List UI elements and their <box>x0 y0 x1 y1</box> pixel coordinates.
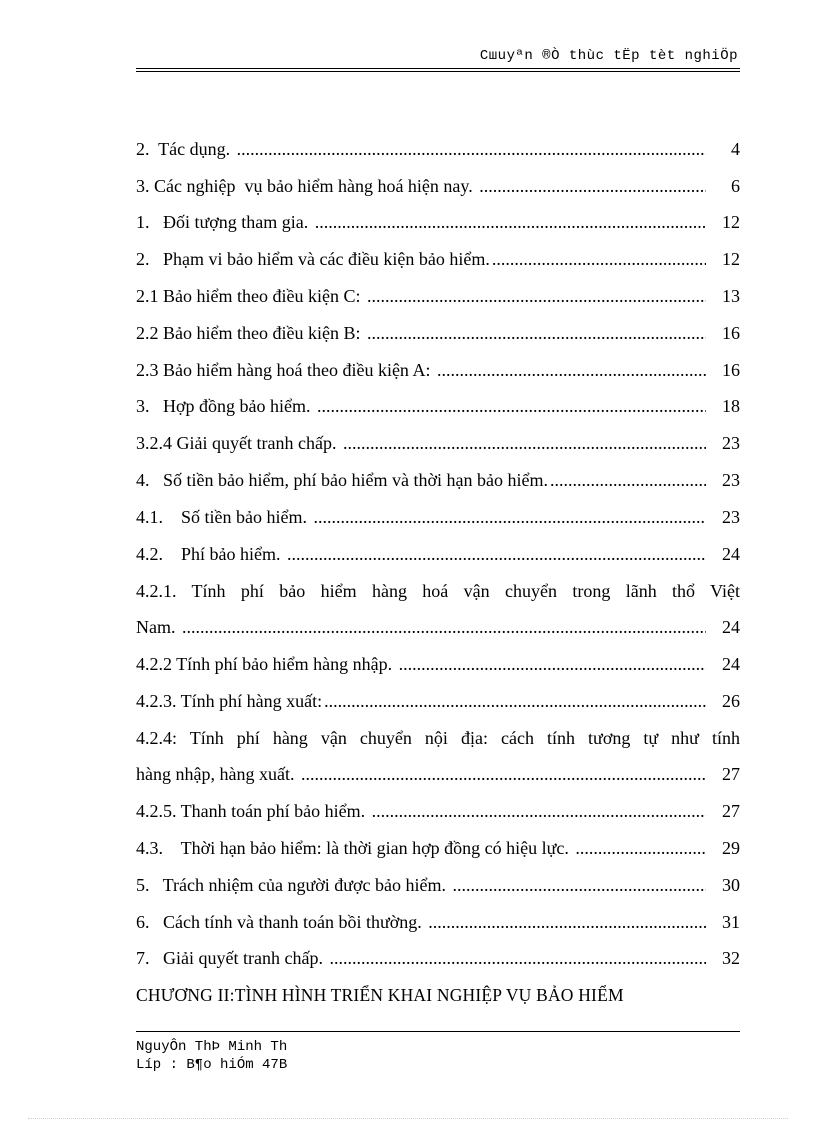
toc-leader <box>315 212 706 233</box>
toc-entry <box>136 389 740 426</box>
toc-entry <box>136 499 740 536</box>
toc-leader <box>287 544 706 565</box>
toc-entry-text: 2.2 Bảo hiểm theo điều kiện B: <box>136 322 365 343</box>
toc-entry-text: 4.2.3. Tính phí hàng xuất: <box>136 690 323 711</box>
chapter-heading: CHƯƠNG II:TÌNH HÌNH TRIỂN KHAI NGHIỆP VỤ BẢO HIỂM <box>136 985 624 1006</box>
toc-page-number: 27 <box>722 801 740 822</box>
toc-entry <box>136 425 740 462</box>
page-header <box>136 46 740 74</box>
toc-entry <box>136 241 740 278</box>
footer-author: NguyÔn ThÞ Minh Th <box>136 1039 288 1055</box>
toc-leader <box>237 139 706 160</box>
toc-entry-text: 2.1 Bảo hiểm theo điều kiện C: <box>136 286 365 307</box>
toc-entry-text: 2. Phạm vi bảo hiểm và các điều kiện bảo hiểm. <box>136 249 490 270</box>
toc-entry-text: 2. Tác dụng. <box>136 138 235 159</box>
toc-page-number: 4 <box>731 138 740 159</box>
toc-entry <box>136 609 740 646</box>
toc-leader <box>453 875 707 896</box>
header-rule-bottom <box>136 71 740 72</box>
toc-leader <box>428 912 706 933</box>
footer-rule <box>136 1031 740 1032</box>
toc-entry-text: 4.2.5. Thanh toán phí bảo hiểm. <box>136 801 370 822</box>
toc-entry-text: 5. Trách nhiệm của người được bảo hiểm. <box>136 874 451 895</box>
toc-page-number: 32 <box>722 948 740 969</box>
toc-leader <box>575 838 706 859</box>
toc-leader <box>301 764 706 785</box>
page-bottom-border <box>28 1118 788 1119</box>
toc-page-number: 27 <box>722 764 740 785</box>
toc-leader <box>343 433 706 454</box>
toc-entry <box>136 536 740 573</box>
toc-entry-text: 3. Hợp đồng bảo hiểm. <box>136 396 315 417</box>
toc-entry-text: 4. Số tiền bảo hiểm, phí bảo hiểm và thời hạn bảo hiểm. <box>136 470 548 491</box>
toc-entry-text: 2.3 Bảo hiểm hàng hoá theo điều kiện A: <box>136 359 435 380</box>
page-footer <box>136 1031 740 1074</box>
toc-page-number: 26 <box>722 690 740 711</box>
toc-leader <box>313 507 706 528</box>
toc-entry <box>136 793 740 830</box>
toc-entry <box>136 941 740 978</box>
toc-leader <box>372 801 706 822</box>
toc-page-number: 12 <box>722 249 740 270</box>
header-title: Cшuyªn ®Ò thùc tËp tèt nghiÖp <box>479 48 738 64</box>
toc-page-number: 23 <box>722 433 740 454</box>
toc-page-number: 16 <box>722 322 740 343</box>
toc-entry-text: 6. Cách tính và thanh toán bồi thường. <box>136 911 427 932</box>
toc-entry-wrapped-line: 4.2.4: Tính phí hàng vận chuyển nội địa: cách tính tương tự như tính <box>136 727 740 748</box>
toc-leader <box>550 470 706 491</box>
toc-entry-text: 4.3. Thời hạn bảo hiểm: là thời gian hợp đồng có hiệu lực. <box>136 838 574 859</box>
header-rule-top <box>136 68 740 69</box>
table-of-contents <box>136 131 740 1014</box>
toc-entry <box>136 830 740 867</box>
toc-entry-text: 3. Các nghiệp vụ bảo hiểm hàng hoá hiện nay. <box>136 175 478 196</box>
toc-entry <box>136 462 740 499</box>
toc-entry <box>136 168 740 205</box>
toc-page-number: 23 <box>722 470 740 491</box>
toc-entry-text: 1. Đối tượng tham gia. <box>136 212 313 233</box>
toc-page-number: 29 <box>722 838 740 859</box>
toc-page-number: 24 <box>722 617 740 638</box>
toc-leader <box>182 617 706 638</box>
toc-entry-text: Nam. <box>136 617 180 638</box>
toc-entry-text: hàng nhập, hàng xuất. <box>136 764 299 785</box>
toc-entry <box>136 683 740 720</box>
toc-entry <box>136 867 740 904</box>
toc-leader <box>399 654 706 675</box>
toc-entry-text: 4.2. Phí bảo hiểm. <box>136 543 285 564</box>
toc-entry <box>136 646 740 683</box>
toc-leader <box>437 360 706 381</box>
toc-leader <box>317 396 706 417</box>
toc-entry <box>136 205 740 242</box>
toc-leader <box>324 691 706 712</box>
toc-page-number: 23 <box>722 506 740 527</box>
toc-page-number: 30 <box>722 874 740 895</box>
toc-entry <box>136 352 740 389</box>
toc-page-number: 18 <box>722 396 740 417</box>
toc-page-number: 6 <box>731 175 740 196</box>
toc-page-number: 31 <box>722 911 740 932</box>
toc-leader <box>367 286 706 307</box>
toc-page-number: 24 <box>722 654 740 675</box>
toc-entry <box>136 278 740 315</box>
toc-entry-wrapped-line: 4.2.1. Tính phí bảo hiểm hàng hoá vận chuyển trong lãnh thổ Việt <box>136 580 740 601</box>
toc-entry-text: 4.2.2 Tính phí bảo hiểm hàng nhập. <box>136 654 397 675</box>
toc-entry <box>136 904 740 941</box>
toc-entry <box>136 757 740 794</box>
toc-page-number: 13 <box>722 286 740 307</box>
toc-entry <box>136 131 740 168</box>
toc-entry-text: 3.2.4 Giải quyết tranh chấp. <box>136 433 341 454</box>
footer-class: Líp : B¶o hiÓm 47B <box>136 1057 288 1073</box>
toc-leader <box>492 249 706 270</box>
toc-page-number: 16 <box>722 359 740 380</box>
toc-leader <box>479 176 706 197</box>
toc-leader <box>367 323 706 344</box>
toc-entry-text: 7. Giải quyết tranh chấp. <box>136 948 328 969</box>
toc-entry-text: 4.1. Số tiền bảo hiểm. <box>136 506 312 527</box>
toc-entry <box>136 315 740 352</box>
toc-page-number: 24 <box>722 543 740 564</box>
toc-leader <box>329 948 706 969</box>
toc-page-number: 12 <box>722 212 740 233</box>
